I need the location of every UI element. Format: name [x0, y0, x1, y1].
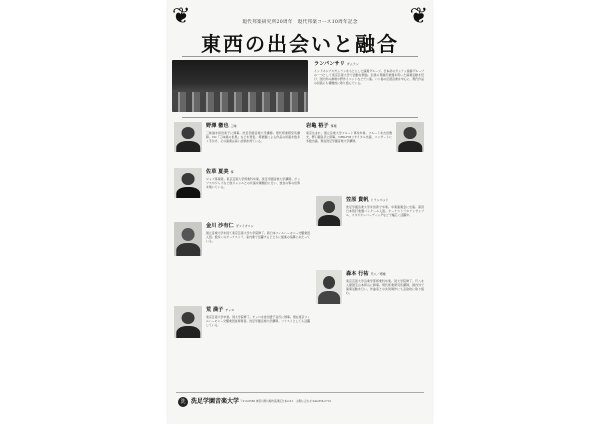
performer-block	[206, 306, 310, 391]
performer-block	[206, 168, 300, 213]
lanpan-bio: インドネシアやガムランをもとにした演奏グループ。日本初のガムラン演奏グループの一つとして東京芸術大学で活動を開始。伝統の青銅打楽器を用いた演奏活動を続け、国内外の劇場や野外イベントなどで公演。バリ島の伝統音楽を中心に、現代作品の初演にも積極的に取り組んでいる。	[314, 68, 424, 85]
performer-name: 金川 沙有仁 ヴァイオリン	[206, 223, 254, 229]
portrait-photo	[174, 168, 202, 198]
portrait-photo	[316, 270, 342, 304]
performer-bio: 東京芸術大学卒業。同大学院修了。チェロを倉田澄子各氏に師事。現在東京フィルハーモニー交響楽団首席奏者。洗足学園音楽大学講師。ソリストとしても活躍している。	[206, 314, 310, 327]
lanpan-name: ランパンサリ ガムラン	[314, 61, 359, 67]
section-divider	[182, 117, 418, 118]
performer-bio: 三味線を和田和子に師事。洗足学園音楽大学講師。現代邦楽研究所講師。CD『三味線の世界』などを発表。邦楽器による作品の初演を数多く手がけ、その演奏は高い評価を得ている。	[206, 130, 300, 143]
performer-bio: 東京生まれ。国立音楽大学フルート専攻卒業。フルートを吉田雅夫、野口龍各氏に師事。NHK-FMリサイタル出演、コンサートに多数出演。現在洗足学園音楽大学講師。	[306, 130, 392, 143]
flyer-title: 東西の出会いと融合	[201, 32, 399, 56]
performer-name: 荒 満子 チェロ	[206, 307, 235, 313]
performer-block	[206, 222, 310, 293]
performer-block	[306, 122, 392, 161]
portrait-photo	[174, 222, 202, 256]
portrait-photo	[316, 196, 342, 226]
concert-flyer	[168, 0, 432, 424]
university-name: 洗足学園音楽大学	[191, 398, 240, 405]
performer-name: 岩亀 裕子 筝楽	[306, 123, 337, 129]
performer-name: 野澤 徹也 三味	[206, 123, 237, 129]
footer-divider	[176, 392, 424, 393]
flyer-subtitle: 現代邦楽研究所20周年 現代邦楽コース10周年記念	[242, 20, 358, 25]
gamelan-group-photo	[172, 60, 308, 112]
lanpan-block	[314, 60, 424, 113]
performer-bio: ジャズ筝奏者。東京芸術大学邦楽科卒業。洗足学園音楽大学講師。ポップスやジャズなど他ジャンルとの共演を積極的に行い、独自の筝の世界を築いている。	[206, 176, 300, 189]
performer-block	[346, 196, 424, 259]
university-logo-icon: 洗	[178, 397, 188, 407]
performer-block	[346, 270, 424, 351]
right-ornament-icon: ❦	[409, 4, 428, 29]
performer-bio: 洗足学園音楽大学を首席で卒業。卒業演奏会に出演。第回日本管打楽器コンクール入賞。オーケストラやアンサンブル、スタジオレコーディングなどで幅広く活躍中。	[346, 204, 424, 217]
portrait-photo	[396, 122, 424, 152]
performer-name: 笠原 貴帆 トランペット	[346, 197, 389, 203]
performer-name: 森本 行祐 尺八／邦楽	[346, 271, 386, 277]
performer-name: 佐草 夏美 筝	[206, 169, 234, 175]
title-divider	[182, 56, 418, 57]
performer-bio: 東京芸術大学音楽学部邦楽科卒業。同大学院修了。尺八を人間国宝山本邦山に師事。現代邦楽研究所講師。国内外で演奏活動を行い、作曲家との共同制作にも意欲的に取り組む。	[346, 278, 424, 295]
contact-info: 〒213-8580 神奈川県川崎市高津区久本2-3-1 お問い合わせ 044-856-2713	[240, 400, 331, 403]
left-ornament-icon: ❦	[172, 4, 191, 29]
portrait-photo	[174, 306, 202, 338]
performer-bio: 国立音楽大学を経て東京芸術大学大学院修了。新日本フィルハーモニー交響楽団入団。数多くのオーケストラ、室内楽で活躍するとともに後進の指導にあたっている。	[206, 230, 310, 243]
performer-block	[206, 122, 300, 161]
portrait-photo	[174, 122, 202, 152]
